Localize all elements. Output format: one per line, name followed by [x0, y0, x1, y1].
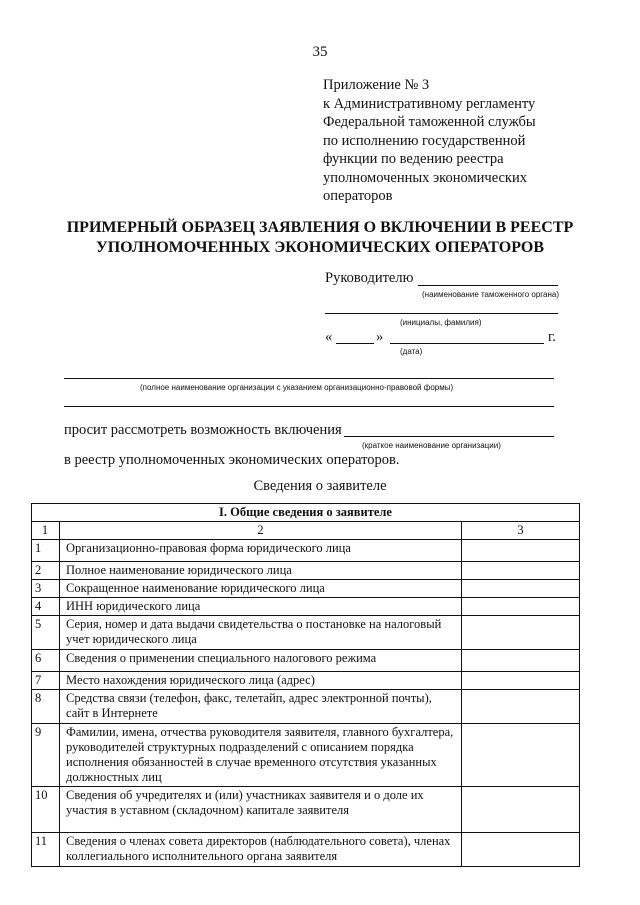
row-value-cell[interactable] — [462, 833, 580, 867]
row-description: Полное наименование юридического лица — [60, 562, 462, 580]
row-number: 10 — [32, 787, 60, 833]
row-value-cell[interactable] — [462, 540, 580, 562]
appendix-line: Приложение № 3 — [323, 77, 430, 93]
column-number: 2 — [60, 522, 462, 540]
org-short-name-caption: (краткое наименование организации) — [362, 441, 501, 450]
document-title — [60, 218, 580, 258]
row-description: Сведения об учредителях и (или) участниках заявителя и о доле их участия в уставном (складочном) капитале заявителя — [60, 787, 462, 833]
table-row — [32, 562, 580, 580]
row-value-cell[interactable] — [462, 580, 580, 598]
customs-body-caption: (наименование таможенного органа) — [422, 290, 559, 299]
applicant-info-table — [31, 503, 580, 867]
row-value-cell[interactable] — [462, 672, 580, 690]
table-row — [32, 616, 580, 650]
row-number: 4 — [32, 598, 60, 616]
row-number: 3 — [32, 580, 60, 598]
column-number: 1 — [32, 522, 60, 540]
table-row — [32, 650, 580, 672]
row-number: 8 — [32, 690, 60, 724]
row-number: 9 — [32, 724, 60, 787]
row-description: Фамилии, имена, отчества руководителя заявителя, главного бухгалтера, руководителей структурных подразделений с описанием порядка исполнения обязанностей в случае временного отсутствия указанных должностных лиц — [60, 724, 462, 787]
org-full-name-line-2[interactable] — [64, 406, 554, 407]
row-number: 2 — [32, 562, 60, 580]
date-month-line[interactable] — [390, 343, 544, 344]
title-line-2: УПОЛНОМОЧЕННЫХ ЭКОНОМИЧЕСКИХ ОПЕРАТОРОВ — [95, 239, 544, 256]
customs-body-line[interactable] — [418, 285, 558, 286]
row-description: Сокращенное наименование юридического лица — [60, 580, 462, 598]
appendix-note — [323, 76, 583, 206]
org-short-name-line[interactable] — [344, 436, 554, 437]
row-value-cell[interactable] — [462, 724, 580, 787]
date-caption: (дата) — [400, 347, 423, 356]
row-value-cell[interactable] — [462, 690, 580, 724]
row-description: Сведения о членах совета директоров (наблюдательного совета), членах коллегиального исполнительного органа заявителя — [60, 833, 462, 867]
row-description: Место нахождения юридического лица (адрес) — [60, 672, 462, 690]
title-line-1: ПРИМЕРНЫЙ ОБРАЗЕЦ ЗАЯВЛЕНИЯ О ВКЛЮЧЕНИИ В РЕЕСТР — [66, 219, 574, 236]
table-row — [32, 690, 580, 724]
row-description: Серия, номер и дата выдачи свидетельства о постановке на налоговый учет юридического лица — [60, 616, 462, 650]
table-row — [32, 580, 580, 598]
row-description: Средства связи (телефон, факс, телетайп, адрес электронной почты), сайт в Интернете — [60, 690, 462, 724]
request-text: просит рассмотреть возможность включения — [64, 422, 342, 438]
row-value-cell[interactable] — [462, 598, 580, 616]
row-number: 7 — [32, 672, 60, 690]
initials-caption: (инициалы, фамилия) — [400, 318, 482, 327]
row-number: 6 — [32, 650, 60, 672]
table-row — [32, 787, 580, 833]
quote-open: « — [325, 329, 333, 345]
section-title: I. Общие сведения о заявителе — [32, 504, 580, 522]
year-suffix: г. — [548, 329, 556, 345]
appendix-line: по исполнению государственной — [323, 132, 526, 149]
request-text-2: в реестр уполномоченных экономических операторов. — [64, 452, 400, 468]
row-value-cell[interactable] — [462, 562, 580, 580]
org-full-name-line[interactable] — [64, 378, 554, 379]
row-number: 5 — [32, 616, 60, 650]
appendix-line: уполномоченных экономических — [323, 169, 527, 186]
table-row — [32, 540, 580, 562]
quote-close: » — [376, 329, 384, 345]
appendix-line: к Административному регламенту — [323, 95, 536, 112]
row-value-cell[interactable] — [462, 787, 580, 833]
table-row — [32, 598, 580, 616]
row-description: Организационно-правовая форма юридического лица — [60, 540, 462, 562]
org-full-name-caption: (полное наименование организации с указанием организационно-правовой формы) — [140, 383, 454, 392]
table-row — [32, 833, 580, 867]
table-row — [32, 724, 580, 787]
table-heading: Сведения о заявителе — [253, 478, 387, 494]
row-number: 11 — [32, 833, 60, 867]
initials-line[interactable] — [325, 313, 558, 314]
appendix-line: функции по ведению реестра — [323, 151, 504, 167]
row-description: ИНН юридического лица — [60, 598, 462, 616]
row-value-cell[interactable] — [462, 650, 580, 672]
addressee-label: Руководителю — [325, 270, 414, 286]
table-row — [32, 672, 580, 690]
appendix-line: операторов — [323, 188, 393, 204]
page-number: 35 — [312, 44, 328, 60]
appendix-line: Федеральной таможенной службы — [323, 114, 536, 130]
date-day-line[interactable] — [336, 343, 374, 344]
row-number: 1 — [32, 540, 60, 562]
row-value-cell[interactable] — [462, 616, 580, 650]
column-number: 3 — [462, 522, 580, 540]
row-description: Сведения о применении специального налогового режима — [60, 650, 462, 672]
